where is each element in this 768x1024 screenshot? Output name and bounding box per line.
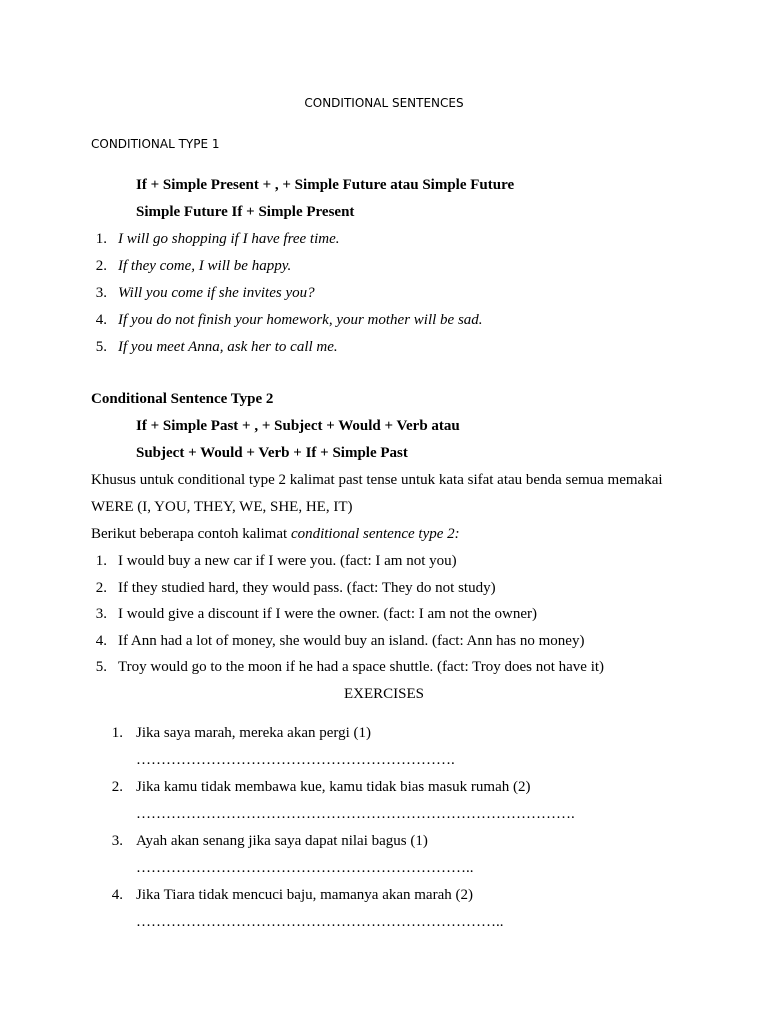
type2-intro: [91, 525, 460, 543]
list-number: 4.: [95, 312, 107, 328]
exercise-answer-line[interactable]: ………………………………………………………………..: [136, 914, 504, 930]
list-number: 3.: [95, 606, 107, 622]
exercise-prompt: Jika Tiara tidak mencuci baju, mamanya akan marah (2): [136, 887, 473, 903]
exercise-answer-line[interactable]: …………………………………………………………………………….: [136, 806, 575, 822]
exercise-number: 3.: [111, 833, 123, 849]
type1-formula-2: Simple Future If + Simple Present: [136, 204, 355, 220]
list-number: 5.: [95, 339, 107, 355]
list-text: I would buy a new car if I were you. (fact: I am not you): [118, 553, 457, 569]
type2-heading: Conditional Sentence Type 2: [91, 391, 274, 407]
exercise-number: 4.: [111, 887, 123, 903]
list-text: If you do not finish your homework, your mother will be sad.: [118, 312, 483, 328]
list-text: If Ann had a lot of money, she would buy an island. (fact: Ann has no money): [118, 633, 585, 649]
exercises-heading: EXERCISES: [343, 686, 424, 702]
list-text: If they studied hard, they would pass. (fact: They do not study): [118, 580, 496, 596]
exercise-prompt: Ayah akan senang jika saya dapat nilai bagus (1): [136, 833, 428, 849]
type1-heading: CONDITIONAL TYPE 1: [91, 137, 220, 151]
type2-formula-2: Subject + Would + Verb + If + Simple Past: [136, 445, 408, 461]
list-number: 2.: [95, 580, 107, 596]
list-number: 1.: [95, 231, 107, 247]
list-number: 5.: [95, 659, 107, 675]
list-text: If they come, I will be happy.: [118, 258, 292, 274]
type2-note-line-2: WERE (I, YOU, THEY, WE, SHE, HE, IT): [91, 499, 353, 515]
list-text: I will go shopping if I have free time.: [118, 231, 340, 247]
exercise-prompt: Jika saya marah, mereka akan pergi (1): [136, 725, 372, 741]
type2-intro-plain: Berikut beberapa contoh kalimat: [91, 526, 291, 542]
list-text: Troy would go to the moon if he had a space shuttle. (fact: Troy does not have it): [118, 659, 605, 675]
exercise-number: 1.: [111, 725, 123, 741]
list-text: If you meet Anna, ask her to call me.: [118, 339, 338, 355]
type1-formula-1: If + Simple Present + , + Simple Future atau Simple Future: [136, 177, 515, 193]
document-title: CONDITIONAL SENTENCES: [304, 96, 464, 110]
type2-note-line-1: Khusus untuk conditional type 2 kalimat past tense untuk kata sifat atau benda semua memakai: [91, 472, 663, 488]
list-text: I would give a discount if I were the owner. (fact: I am not the owner): [118, 606, 538, 622]
exercise-number: 2.: [111, 779, 123, 795]
type2-intro-italic: conditional sentence type 2:: [290, 526, 460, 542]
list-number: 4.: [95, 633, 107, 649]
exercise-answer-line[interactable]: ……………………………………………………….: [136, 752, 455, 768]
list-text: Will you come if she invites you?: [118, 285, 315, 301]
list-number: 2.: [95, 258, 107, 274]
exercise-prompt: Jika kamu tidak membawa kue, kamu tidak bias masuk rumah (2): [136, 779, 531, 795]
type2-formula-1: If + Simple Past + , + Subject + Would + Verb atau: [136, 418, 460, 434]
list-number: 3.: [95, 285, 107, 301]
exercise-answer-line[interactable]: …………………………………………………………..: [136, 860, 474, 876]
list-number: 1.: [95, 553, 107, 569]
